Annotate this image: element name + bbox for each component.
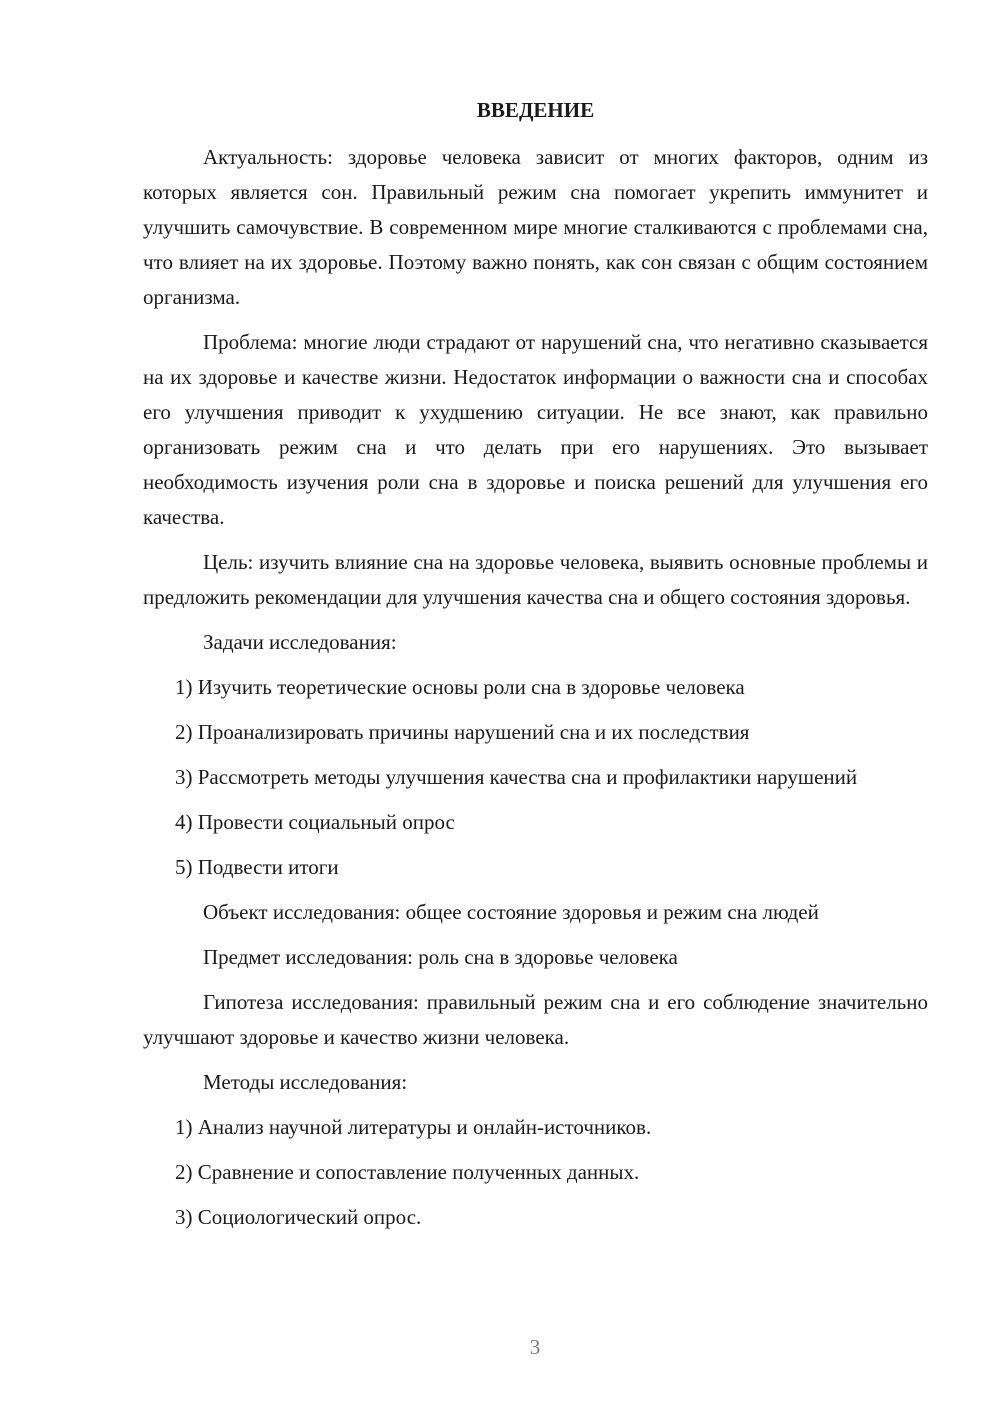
subject-paragraph: Предмет исследования: роль сна в здоровье человека	[203, 945, 678, 969]
task-item-1: 1) Изучить теоретические основы роли сна в здоровье человека	[175, 675, 745, 699]
goal-paragraph: Цель: изучить влияние сна на здоровье человека, выявить основные проблемы и предложить рекомендации для улучшения качества сна и общего состояния здоровья.	[143, 550, 928, 609]
page-number: 3	[529, 1335, 541, 1359]
task-item-5: 5) Подвести итоги	[175, 855, 339, 879]
method-item-3: 3) Социологический опрос.	[175, 1205, 422, 1229]
method-item-1: 1) Анализ научной литературы и онлайн-источников.	[175, 1115, 652, 1139]
tasks-heading: Задачи исследования:	[203, 630, 397, 654]
relevance-paragraph: Актуальность: здоровье человека зависит от многих факторов, одним из которых является сон. Правильный режим сна помогает укрепить иммунитет и улучшить самочувствие. В современном мире многие сталкиваются с проблемами сна, что влияет на их здоровье. Поэтому важно понять, как сон связан с общим состоянием организма.	[143, 145, 928, 309]
method-item-2: 2) Сравнение и сопоставление полученных данных.	[175, 1160, 640, 1184]
methods-heading: Методы исследования:	[203, 1070, 408, 1094]
problem-paragraph: Проблема: многие люди страдают от нарушений сна, что негативно сказывается на их здоровье и качестве жизни. Недостаток информации о важности сна и способах его улучшения приводит к ухудшению ситуации. Не все знают, как правильно организовать режим сна и что делать при его нарушениях. Это вызывает необходимость изучения роли сна в здоровье и поиска решений для улучшения его качества.	[143, 330, 928, 529]
hypothesis-paragraph: Гипотеза исследования: правильный режим сна и его соблюдение значительно улучшают здоровье и качество жизни человека.	[143, 990, 928, 1049]
task-item-2: 2) Проанализировать причины нарушений сна и их последствия	[175, 720, 750, 744]
task-item-4: 4) Провести социальный опрос	[175, 810, 455, 834]
document-body	[143, 93, 928, 1235]
object-paragraph: Объект исследования: общее состояние здоровья и режим сна людей	[203, 900, 819, 924]
task-item-3: 3) Рассмотреть методы улучшения качества сна и профилактики нарушений	[175, 765, 858, 789]
page-title: ВВЕДЕНИЕ	[476, 98, 595, 122]
